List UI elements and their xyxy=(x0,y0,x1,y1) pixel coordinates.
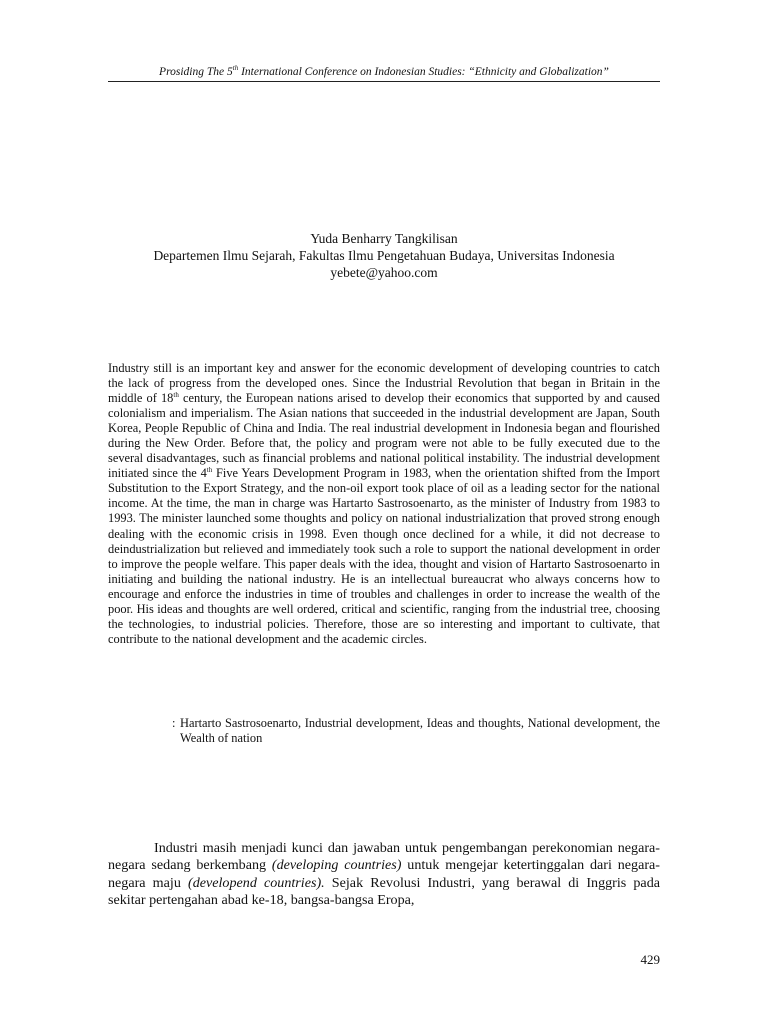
body-text-1: Industri masih menjadi kunci dan jawaban untuk pengembangan perekonomian negara-negara sedang berkembang xyxy=(108,840,660,874)
abstract-paragraph xyxy=(108,361,660,647)
body-text-2: untuk mengejar ketertinggalan dari negara-negara maju xyxy=(108,857,660,891)
abstract-sup-2: th xyxy=(206,466,213,475)
header-text-pre: Prosiding The 5 xyxy=(159,65,233,78)
body-text-3: Sejak Revolusi Industri, yang berawal di Inggris pada sekitar pertengahan abad ke-18, bangsa-bangsa Eropa, xyxy=(108,874,660,908)
abstract-part-1: Industry still is an important key and answer for the economic development of developing countries to catch the lack of progress from the developed ones. Since the Industrial Revolution that began in Britain in the middle of 18 xyxy=(108,361,660,406)
body-italic-2: (developend countries). xyxy=(188,874,325,891)
author-affiliation: Departemen Ilmu Sejarah, Fakultas Ilmu Pengetahuan Budaya, Universitas Indonesia xyxy=(153,248,615,263)
abstract-part-3: Five Years Development Program in 1983, when the orientation shifted from the Import Substitution to the Export Strategy, and the non-oil export took place of oil as a leading sector for the national income. At the time, the man in charge was Hartarto Sastrosoenarto, as the minister of Industry from 1983 to 1993. The minister launched some thoughts and policy on national industrialization that proved strong enough dealing with the economic crisis in 1998. Even though once declined for a while, it did not decrease to deindustrialization but relieved and immediately took such a role to support the national development in order to improve the people welfare. This paper deals with the idea, thought and vision of Hartarto Sastrosoenarto in initiating and building the national industry. He is an intellectual bureaucrat who always concerns how to encourage and enforce the industries in time of troubles and challenges in order to increase the wealth of the poor. His ideas and thoughts are well ordered, critical and scientific, ranging from the industrial tree, choosing the technologies, to industrial policies. Therefore, those are so interesting and important to cultivate, that contribute to the national development and the academic circles. xyxy=(108,466,661,646)
author-block xyxy=(108,230,660,281)
abstract-part-2: century, the European nations arised to develop their economics that supported by and caused colonialism and imperialism. The Asian nations that succeeded in the industrial development are Japan, South Korea, People Republic of China and India. The real industrial development in Indonesia began and flourished during the New Order. Before that, the policy and program were not able to be fully executed due to the several disadvantages, such as financial problems and national political instability. The industrial development initiated since the 4 xyxy=(108,391,660,481)
running-header xyxy=(108,64,660,82)
page-number: 429 xyxy=(640,952,660,967)
keywords-text: Hartarto Sastrosoenarto, Industrial development, Ideas and thoughts, National development, the Wealth of nation xyxy=(180,716,660,745)
keywords-colon: : xyxy=(172,716,176,730)
body-italic-1: (developing countries) xyxy=(271,857,402,874)
header-superscript: th xyxy=(232,64,239,72)
header-text-post: International Conference on Indonesian Studies: “Ethnicity and Globalization” xyxy=(238,65,609,78)
body-paragraph xyxy=(108,840,660,909)
author-email: yebete@yahoo.com xyxy=(330,265,438,280)
author-name: Yuda Benharry Tangkilisan xyxy=(310,231,458,246)
abstract-sup-1: th xyxy=(173,390,179,399)
keywords-block xyxy=(172,716,660,746)
